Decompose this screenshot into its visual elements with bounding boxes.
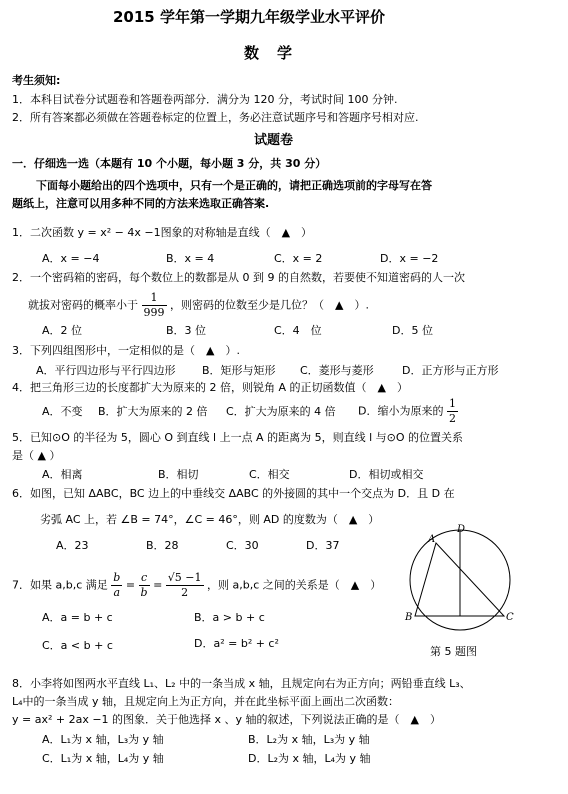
q2-line2-pre: 就拔对密码的概率小于 (28, 298, 138, 312)
q8-option-a: A．L₁为 x 轴，L₃为 y 轴 (42, 733, 164, 746)
q5-line2: 是（ ▲ ） (12, 449, 61, 462)
q8-line2: L₄中的一条当成 y 轴，且规定向上为正方向，并在此坐标平面上画出二次函数： (12, 695, 400, 708)
q7-frac-two: 2 (181, 585, 189, 599)
q8-option-c: C．L₁为 x 轴，L₄为 y 轴 (42, 752, 164, 765)
q7-option-b: B．a > b + c (194, 611, 265, 624)
label-c: C (506, 612, 514, 623)
section1-instruction-2: 题纸上，注意可以用多种不同的方法来选取正确答案. (12, 197, 270, 210)
q4-fraction (447, 397, 458, 426)
q3-option-b: B．矩形与矩形 (202, 364, 276, 377)
q5-line1: 5．已知⊙O 的半径为 5，圆心 O 到直线 l 上一点 A 的距离为 5，则直线 l 与⊙O 的位置关系 (12, 431, 463, 444)
q2-fraction-num: 1 (142, 291, 167, 306)
notice-heading: 考生须知: (12, 74, 61, 87)
q6-option-c: C．30 (226, 539, 259, 552)
q7-frac-b: b (113, 571, 121, 584)
q8-line3: y = ax² + 2ax −1 的图象．关于他选择 x 、y 轴的叙述，下列说法正确的是（ ▲ ） (12, 713, 442, 726)
section-title: 试题卷 (254, 133, 294, 148)
q8-option-d: D．L₂为 x 轴，L₄为 y 轴 (248, 752, 371, 765)
q1-option-d: D．x = −2 (380, 252, 439, 265)
q3-option-a: A．平行四边形与平行四边形 (36, 364, 176, 377)
q1-stem: 1．二次函数 y = x² − 4x −1图象的对称轴是直线（ ▲ ） (12, 226, 313, 239)
exam-title: 2015 学年第一学期九年级学业水平评价 (113, 8, 385, 26)
q7-stem (12, 571, 381, 600)
q4-option-d-text: D．缩小为原来的 (358, 404, 444, 418)
q2-option-d: D．5 位 (392, 324, 433, 337)
q7-frac-a: a (113, 585, 121, 599)
q7-fraction-cb (139, 571, 150, 600)
label-d: D (457, 524, 466, 535)
q1-option-a: A．x = −4 (42, 252, 100, 265)
q6-option-a: A．23 (56, 539, 89, 552)
q2-line2 (28, 291, 369, 320)
q1-option-c: C．x = 2 (274, 252, 323, 265)
q6-line1: 6．如图，已知 ΔABC，BC 边上的中垂线交 ΔABC 的外接圆的其中一个交点为 D．且 D 在 (12, 487, 455, 500)
q7-option-d: D．a² = b² + c² (194, 637, 279, 650)
q3-option-c: C．菱形与菱形 (300, 364, 374, 377)
q7-stem-pre: 7．如果 a,b,c 满足 (12, 578, 108, 592)
q7-frac-c: c (139, 571, 150, 586)
q7-frac-sqrt: √5 −1 (167, 571, 202, 584)
q2-option-c: C．4 位 (274, 324, 322, 337)
q4-option-a: A．不变 (42, 405, 83, 418)
q7-option-a: A．a = b + c (42, 611, 113, 624)
q4-option-d (358, 397, 458, 426)
q2-option-a: A．2 位 (42, 324, 83, 337)
label-b: B (405, 612, 413, 623)
q4-fraction-num: 1 (448, 397, 456, 410)
q7-stem-post: ，则 a,b,c 之间的关系是（ ▲ ） (207, 578, 382, 592)
notice-item-1: 1．本科目试卷分试题卷和答题卷两部分．满分为 120 分，考试时间 100 分钟. (12, 93, 398, 106)
figure-caption: 第 5 题图 (430, 645, 477, 658)
q7-fraction-ba (111, 571, 122, 600)
q3-stem: 3．下列四组图形中，一定相似的是（ ▲ ）. (12, 344, 240, 357)
q2-line1: 2．一个密码箱的密码，每个数位上的数都是从 0 到 9 的自然数，若要使不知道密码的人一次 (12, 271, 465, 284)
label-a: A (428, 534, 436, 545)
q4-option-b: B．扩大为原来的 2 倍 (98, 405, 208, 418)
q7-option-c: C．a < b + c (42, 639, 113, 652)
notice-item-2: 2．所有答案都必须做在答题卷标定的位置上，务必注意试题序号和答题序号相对应. (12, 111, 419, 124)
q5-option-d: D．相切或相交 (349, 468, 424, 481)
q2-option-b: B．3 位 (166, 324, 207, 337)
q5-option-b: B．相切 (158, 468, 199, 481)
q7-frac-b2: b (140, 585, 148, 599)
q7-fraction-sqrt (166, 571, 204, 600)
q7-eq-2: = (153, 578, 163, 592)
q8-option-b: B．L₂为 x 轴，L₃为 y 轴 (248, 733, 370, 746)
q6-option-d: D．37 (306, 539, 340, 552)
q5-option-a: A．相离 (42, 468, 83, 481)
q6-line2: 劣弧 AC 上，若 ∠B = 74°，∠C = 46°，则 AD 的度数为（ ▲ ） (40, 513, 380, 526)
q2-line2-post: ，则密码的位数至少是几位？（ ▲ ）. (170, 298, 369, 312)
q6-option-b: B．28 (146, 539, 179, 552)
q1-option-b: B．x = 4 (166, 252, 215, 265)
q4-option-c: C．扩大为原来的 4 倍 (226, 405, 336, 418)
figure-circle-diagram (398, 524, 526, 636)
section1-heading: 一．仔细选一选（本题有 10 个小题，每小题 3 分，共 30 分） (12, 157, 327, 170)
q2-fraction (142, 291, 167, 320)
q2-fraction-den: 999 (143, 305, 165, 319)
section1-instruction-1: 下面每小题给出的四个选项中，只有一个是正确的，请把正确选项前的字母写在答 (36, 179, 432, 192)
q5-option-c: C．相交 (249, 468, 290, 481)
q4-stem: 4．把三角形三边的长度都扩大为原来的 2 倍，则锐角 A 的正切函数值（ ▲ ） (12, 381, 408, 394)
exam-subject: 数学 (244, 44, 311, 62)
q3-option-d: D．正方形与正方形 (402, 364, 499, 377)
q7-eq-1: = (125, 578, 136, 592)
q4-fraction-den: 2 (448, 411, 456, 425)
q8-line1: 8．小李将如图两水平直线 L₁、L₂ 中的一条当成 x 轴，且规定向右为正方向；两铅垂直线 L₃、 (12, 677, 471, 690)
